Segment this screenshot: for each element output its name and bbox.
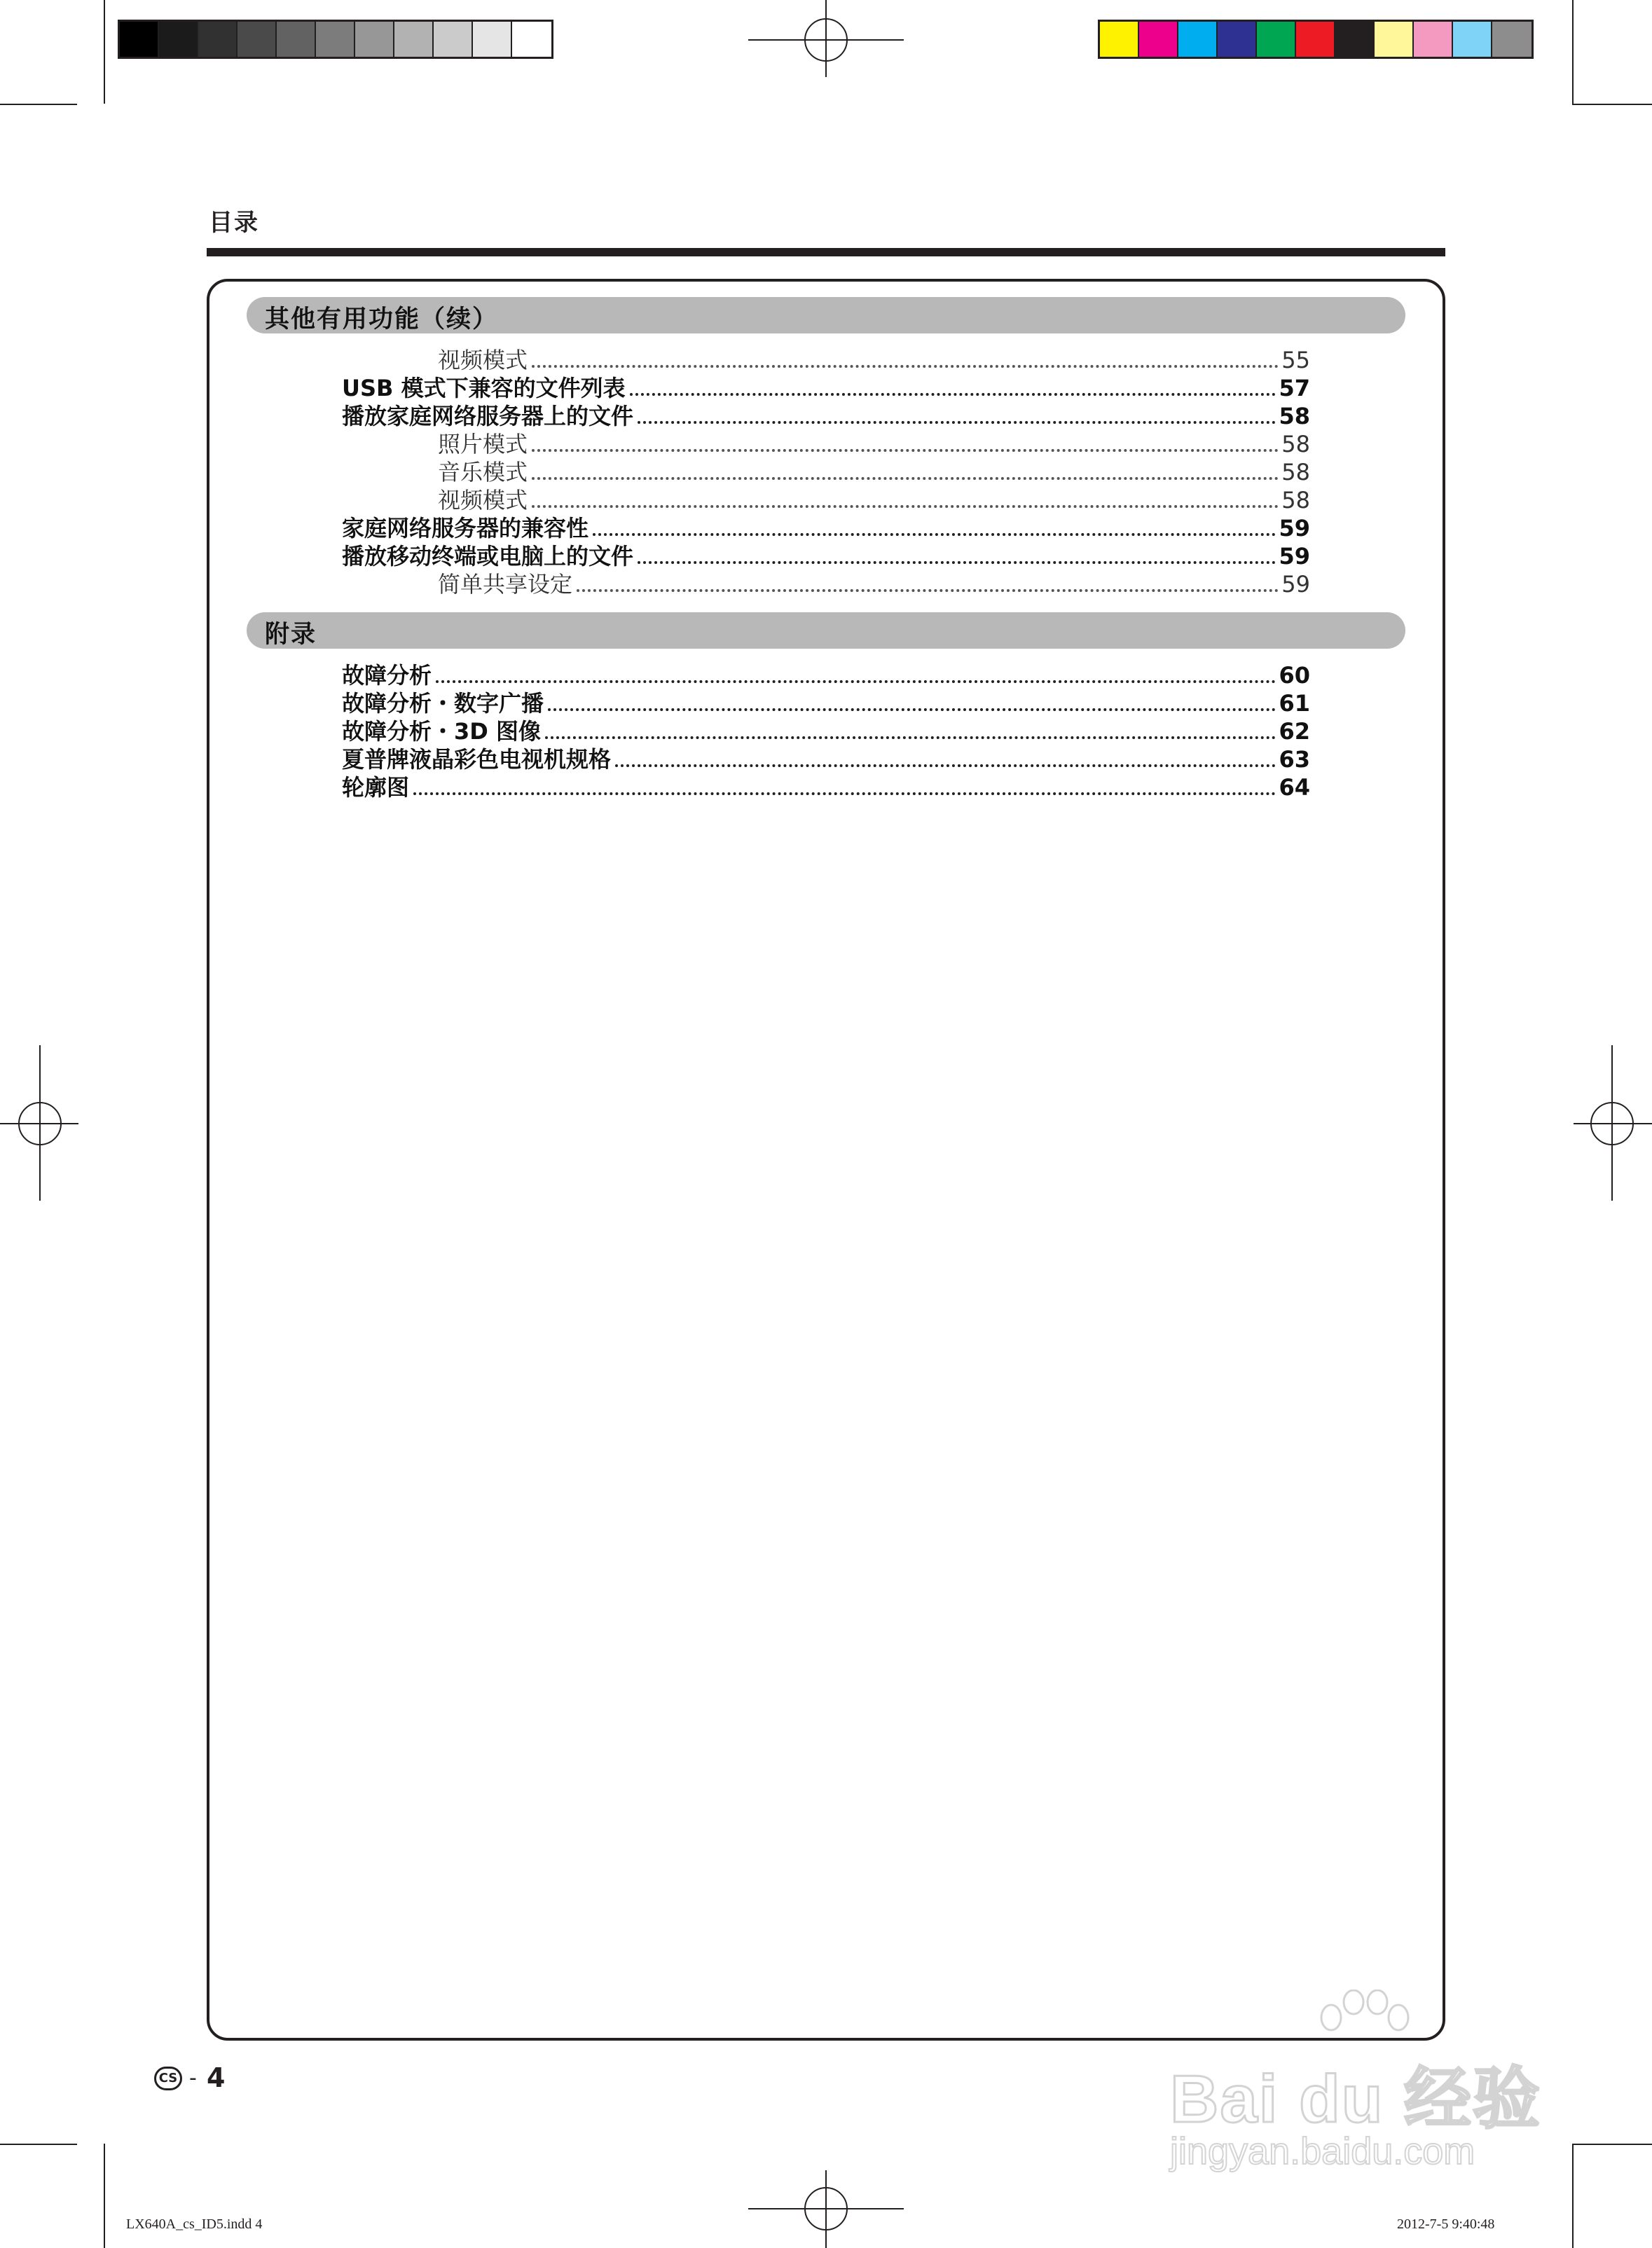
dot-leader bbox=[532, 477, 1279, 480]
gray-swatch bbox=[159, 22, 198, 57]
gray-swatch bbox=[120, 22, 159, 57]
gray-swatch bbox=[473, 22, 512, 57]
gray-swatch bbox=[316, 22, 355, 57]
toc-entry-page: 55 bbox=[1281, 347, 1310, 373]
toc-entry-page: 59 bbox=[1279, 543, 1310, 570]
toc-entry-label: 播放家庭网络服务器上的文件 bbox=[342, 403, 634, 429]
slug-timestamp: 2012-7-5 9:40:48 bbox=[1397, 2216, 1495, 2232]
toc-entry-page: 63 bbox=[1279, 746, 1310, 773]
toc-entry-label: 视频模式 bbox=[438, 347, 528, 373]
toc-entry[interactable] bbox=[342, 745, 1310, 773]
toc-entry-page: 60 bbox=[1279, 662, 1310, 689]
dot-leader bbox=[630, 393, 1276, 396]
watermark-url: jingyan.baidu.com bbox=[1170, 2130, 1475, 2172]
toc-entry[interactable] bbox=[342, 717, 1310, 745]
slug-filename: LX640A_cs_ID5.indd 4 bbox=[126, 2216, 263, 2232]
page-number-dash: - bbox=[189, 2066, 197, 2090]
toc-entry-label: 视频模式 bbox=[438, 487, 528, 513]
crop-mark-bottom-left-horizontal bbox=[0, 2144, 77, 2145]
crop-mark-top-left-horizontal bbox=[0, 104, 77, 105]
dot-leader bbox=[532, 449, 1279, 452]
toc-entry[interactable] bbox=[342, 374, 1310, 402]
color-swatch bbox=[1178, 22, 1218, 57]
toc-entry[interactable] bbox=[438, 430, 1310, 458]
toc-entry[interactable] bbox=[342, 773, 1310, 801]
toc-entry-label: 轮廓图 bbox=[342, 774, 410, 801]
color-swatch bbox=[1257, 22, 1296, 57]
toc-entry-label: 故障分析・数字广播 bbox=[342, 690, 544, 717]
toc-entry[interactable] bbox=[342, 542, 1310, 570]
header-rule bbox=[207, 248, 1445, 256]
gray-swatch bbox=[355, 22, 394, 57]
toc-entry-label: 故障分析 bbox=[342, 662, 432, 689]
section-header-other-features bbox=[247, 297, 1405, 333]
color-swatch bbox=[1375, 22, 1414, 57]
gray-swatch bbox=[198, 22, 238, 57]
section-title: 附录 bbox=[265, 621, 317, 649]
toc-entry[interactable] bbox=[438, 346, 1310, 374]
dot-leader bbox=[615, 764, 1276, 767]
page-number: 4 bbox=[207, 2062, 226, 2093]
toc-entry[interactable] bbox=[342, 402, 1310, 430]
language-badge: CS bbox=[154, 2067, 182, 2090]
toc-entry-label: 简单共享设定 bbox=[438, 571, 573, 598]
crop-mark-top-right-horizontal bbox=[1572, 104, 1652, 105]
toc-entry-page: 62 bbox=[1279, 718, 1310, 745]
gray-swatch bbox=[277, 22, 316, 57]
baidu-watermark bbox=[1170, 1990, 1562, 2186]
toc-entry[interactable] bbox=[438, 458, 1310, 486]
toc-entry-label: 家庭网络服务器的兼容性 bbox=[342, 515, 589, 542]
dot-leader bbox=[532, 505, 1279, 508]
dot-leader bbox=[548, 708, 1276, 711]
gray-swatch bbox=[434, 22, 473, 57]
crop-mark-bottom-right-horizontal bbox=[1572, 2144, 1652, 2145]
crop-mark-bottom-right-vertical bbox=[1572, 2144, 1574, 2248]
toc-entry-page: 64 bbox=[1279, 774, 1310, 801]
toc-entry[interactable] bbox=[342, 514, 1310, 542]
toc-entry-page: 58 bbox=[1281, 431, 1310, 457]
toc-entry-label: 播放移动终端或电脑上的文件 bbox=[342, 543, 634, 570]
color-swatch bbox=[1139, 22, 1178, 57]
registration-target-bottom bbox=[804, 2187, 848, 2230]
color-swatch bbox=[1414, 22, 1453, 57]
registration-target-left bbox=[18, 1102, 62, 1145]
color-calibration-bar bbox=[1098, 20, 1534, 59]
gray-swatch bbox=[512, 22, 551, 57]
dot-leader bbox=[593, 533, 1276, 536]
paw-icon bbox=[1310, 1990, 1415, 2053]
color-swatch bbox=[1492, 22, 1531, 57]
toc-entry[interactable] bbox=[438, 486, 1310, 514]
color-swatch bbox=[1218, 22, 1257, 57]
toc-entry-page: 59 bbox=[1281, 571, 1310, 598]
dot-leader bbox=[545, 736, 1276, 739]
toc-entry-page: 61 bbox=[1279, 690, 1310, 717]
toc-entry-label: 故障分析・3D 图像 bbox=[342, 718, 541, 745]
toc-entry[interactable] bbox=[342, 689, 1310, 717]
dot-leader bbox=[436, 680, 1276, 683]
color-swatch bbox=[1335, 22, 1375, 57]
registration-target-right bbox=[1590, 1102, 1634, 1145]
toc-entry-page: 57 bbox=[1279, 375, 1310, 401]
toc-entry-page: 59 bbox=[1279, 515, 1310, 542]
toc-entry-page: 58 bbox=[1281, 487, 1310, 513]
toc-entry-page: 58 bbox=[1281, 459, 1310, 485]
crop-mark-top-right-vertical bbox=[1572, 0, 1574, 104]
section-header-appendix bbox=[247, 612, 1405, 649]
toc-entry-label: USB 模式下兼容的文件列表 bbox=[342, 375, 626, 401]
toc-entry-page: 58 bbox=[1279, 403, 1310, 429]
gray-swatch bbox=[394, 22, 434, 57]
dot-leader bbox=[532, 365, 1279, 368]
toc-entry[interactable] bbox=[342, 661, 1310, 689]
dot-leader bbox=[638, 561, 1276, 564]
dot-leader bbox=[413, 792, 1276, 795]
color-swatch bbox=[1100, 22, 1139, 57]
page-title: 目录 bbox=[209, 209, 259, 237]
toc-entry[interactable] bbox=[438, 570, 1310, 598]
grayscale-calibration-bar bbox=[118, 20, 553, 59]
registration-target-top bbox=[804, 18, 848, 62]
color-swatch bbox=[1296, 22, 1335, 57]
gray-swatch bbox=[238, 22, 277, 57]
crop-mark-bottom-left-vertical bbox=[104, 2144, 105, 2248]
toc-entry-label: 音乐模式 bbox=[438, 459, 528, 485]
color-swatch bbox=[1453, 22, 1492, 57]
dot-leader bbox=[638, 421, 1276, 424]
toc-entry-label: 夏普牌液晶彩色电视机规格 bbox=[342, 746, 612, 773]
toc-entry-label: 照片模式 bbox=[438, 431, 528, 457]
section-title: 其他有用功能（续） bbox=[265, 305, 499, 333]
dot-leader bbox=[577, 589, 1279, 592]
watermark-brand: Bai du 经验 bbox=[1170, 2062, 1542, 2137]
crop-mark-top-left-vertical bbox=[104, 0, 105, 104]
